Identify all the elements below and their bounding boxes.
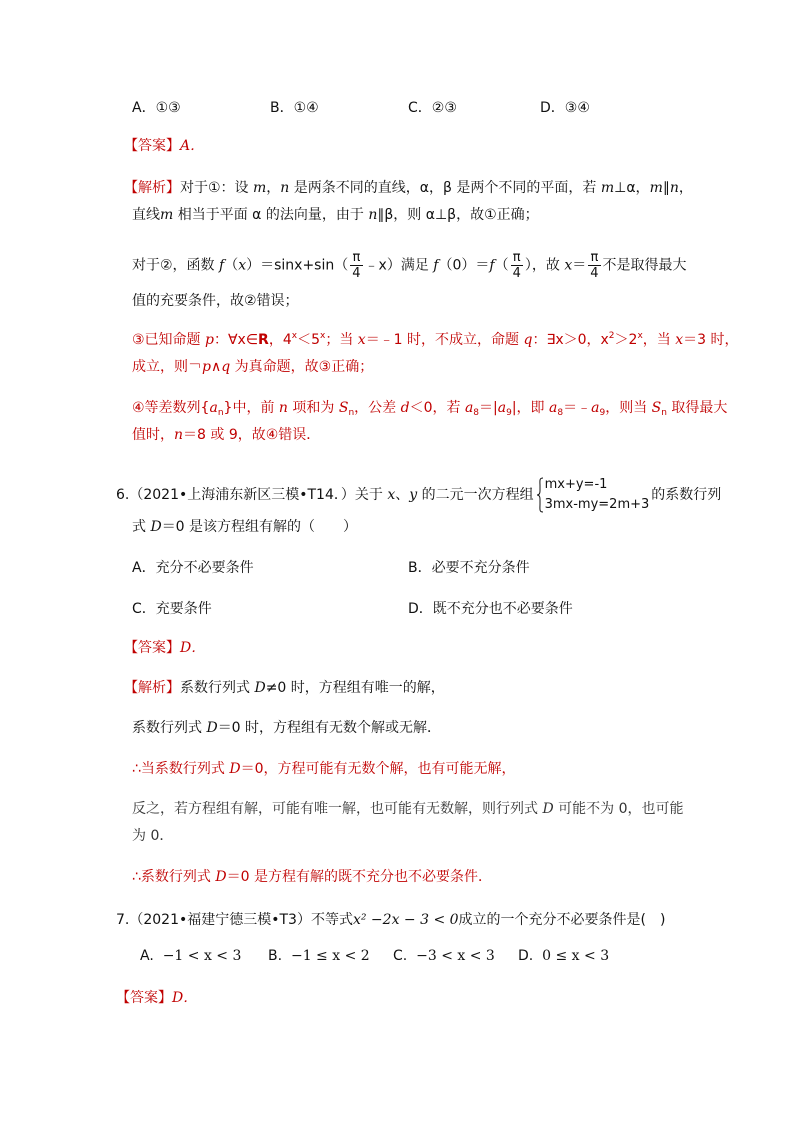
q6-analysis-line-1: 【解析】系数行列式 D≠0 时，方程组有唯一的解，: [124, 680, 445, 696]
q6-answer: 【答案】D．: [124, 640, 206, 656]
q5-analysis-line-7: ④等差数列$\{a_n\}$中，前 n 项和为 $S_n$，公差 d＜0，若 $a_8=|a_9|$，即 $a_8=﹣a_9$，则当 $S_n$ 取得最大: [132, 400, 728, 418]
q7-answer: 【答案】D．: [116, 990, 198, 1006]
q6-option-c: C．充要条件: [132, 601, 212, 617]
q6-stem-line-1: 6.（2021•上海浦东新区三模•T14．）关于 x、y 的二元一次方程组 mx+y=-1 3mx-my=2m+3 的系数行列: [116, 475, 721, 515]
equation-system: [536, 475, 650, 515]
q7-inequality: x² −2x − 3 < 0: [352, 912, 459, 928]
q5-answer: 【答案】A．: [124, 138, 205, 154]
q7-option-b: B. −1 ≤ x < 2: [268, 948, 370, 964]
q6-analysis-line-4: 反之，若方程组有解，可能有唯一解，也可能有无数解，则行列式 D 可能不为 0，也可能: [132, 801, 684, 817]
q6-analysis-line-2: 系数行列式 D＝0 时，方程组有无数个解或无解．: [132, 720, 442, 736]
system-equation-1: mx+y=-1: [544, 477, 608, 492]
q5-analysis-line-4: 值的充要条件，故②错误；: [132, 293, 299, 309]
q6-stem-line-2: 式 D＝0 是该方程组有解的（ ）: [132, 519, 358, 535]
q6-analysis-line-3: ∴当系数行列式 D＝0，方程可能有无数个解，也有可能无解，: [132, 761, 516, 777]
q6-option-a: A．充分不必要条件: [132, 560, 254, 576]
q7-option-d: D. 0 ≤ x < 3: [518, 948, 610, 964]
q5-option-c: C．②③: [408, 100, 457, 116]
q5-analysis-line-5: ③已知命题 p：∀x∈R，$4^x<5^x$；当 x＝﹣1 时，不成立，命题 q：∃x＞0，$x^2>2^x$，当 x＝3 时，: [132, 331, 739, 348]
brace-icon: [536, 477, 544, 513]
q5-analysis-line-6: 成立，则￢p∧q 为真命题，故③正确；: [132, 359, 374, 375]
q6-analysis-line-5: 为 0．: [132, 828, 174, 844]
q5-analysis-line-2: 直线m 相当于平面 α 的法向量，由于 n∥β，则 α⊥β，故①正确；: [132, 207, 539, 223]
fraction-pi-over-4: $\frac{\pi}{4}$: [590, 250, 599, 281]
fraction-pi-over-4: $\frac{\pi}{4}$: [512, 250, 521, 281]
system-equation-2: 3mx-my=2m+3: [544, 497, 650, 512]
q5-analysis-line-1: 【解析】对于①：设 m，n 是两条不同的直线，α，β 是两个不同的平面，若 m⊥α，m∥n，: [124, 180, 693, 196]
q5-analysis-line-8: 值时，n＝8 或 9，故④错误．: [132, 427, 321, 443]
q5-option-d: D．③④: [540, 100, 590, 116]
q6-option-b: B．必要不充分条件: [408, 560, 530, 576]
q5-analysis-line-3: 对于②，函数 f（x）＝sinx+sin（ $\frac{\pi}{4}$ ﹣x）满足 f（0）＝f（ $\frac{\pi}{4}$ ），故 x＝ $\frac{\pi}{4}$ 不是取得最大: [132, 250, 687, 281]
q7-option-a: A. −1 < x < 3: [140, 948, 242, 964]
q7-stem: 7.（2021•福建宁德三模•T3）不等式x² −2x − 3 < 0成立的一个充分不必要条件是( ): [116, 912, 666, 928]
fraction-pi-over-4: $\frac{\pi}{4}$: [352, 250, 361, 281]
q6-option-d: D．既不充分也不必要条件: [408, 601, 573, 617]
q7-option-c: C. −3 < x < 3: [393, 948, 495, 964]
q5-option-b: B．①④: [270, 100, 319, 116]
q6-analysis-line-6: ∴系数行列式 D＝0 是方程有解的既不充分也不必要条件．: [132, 869, 492, 885]
q5-option-a: A．①③: [132, 100, 181, 116]
